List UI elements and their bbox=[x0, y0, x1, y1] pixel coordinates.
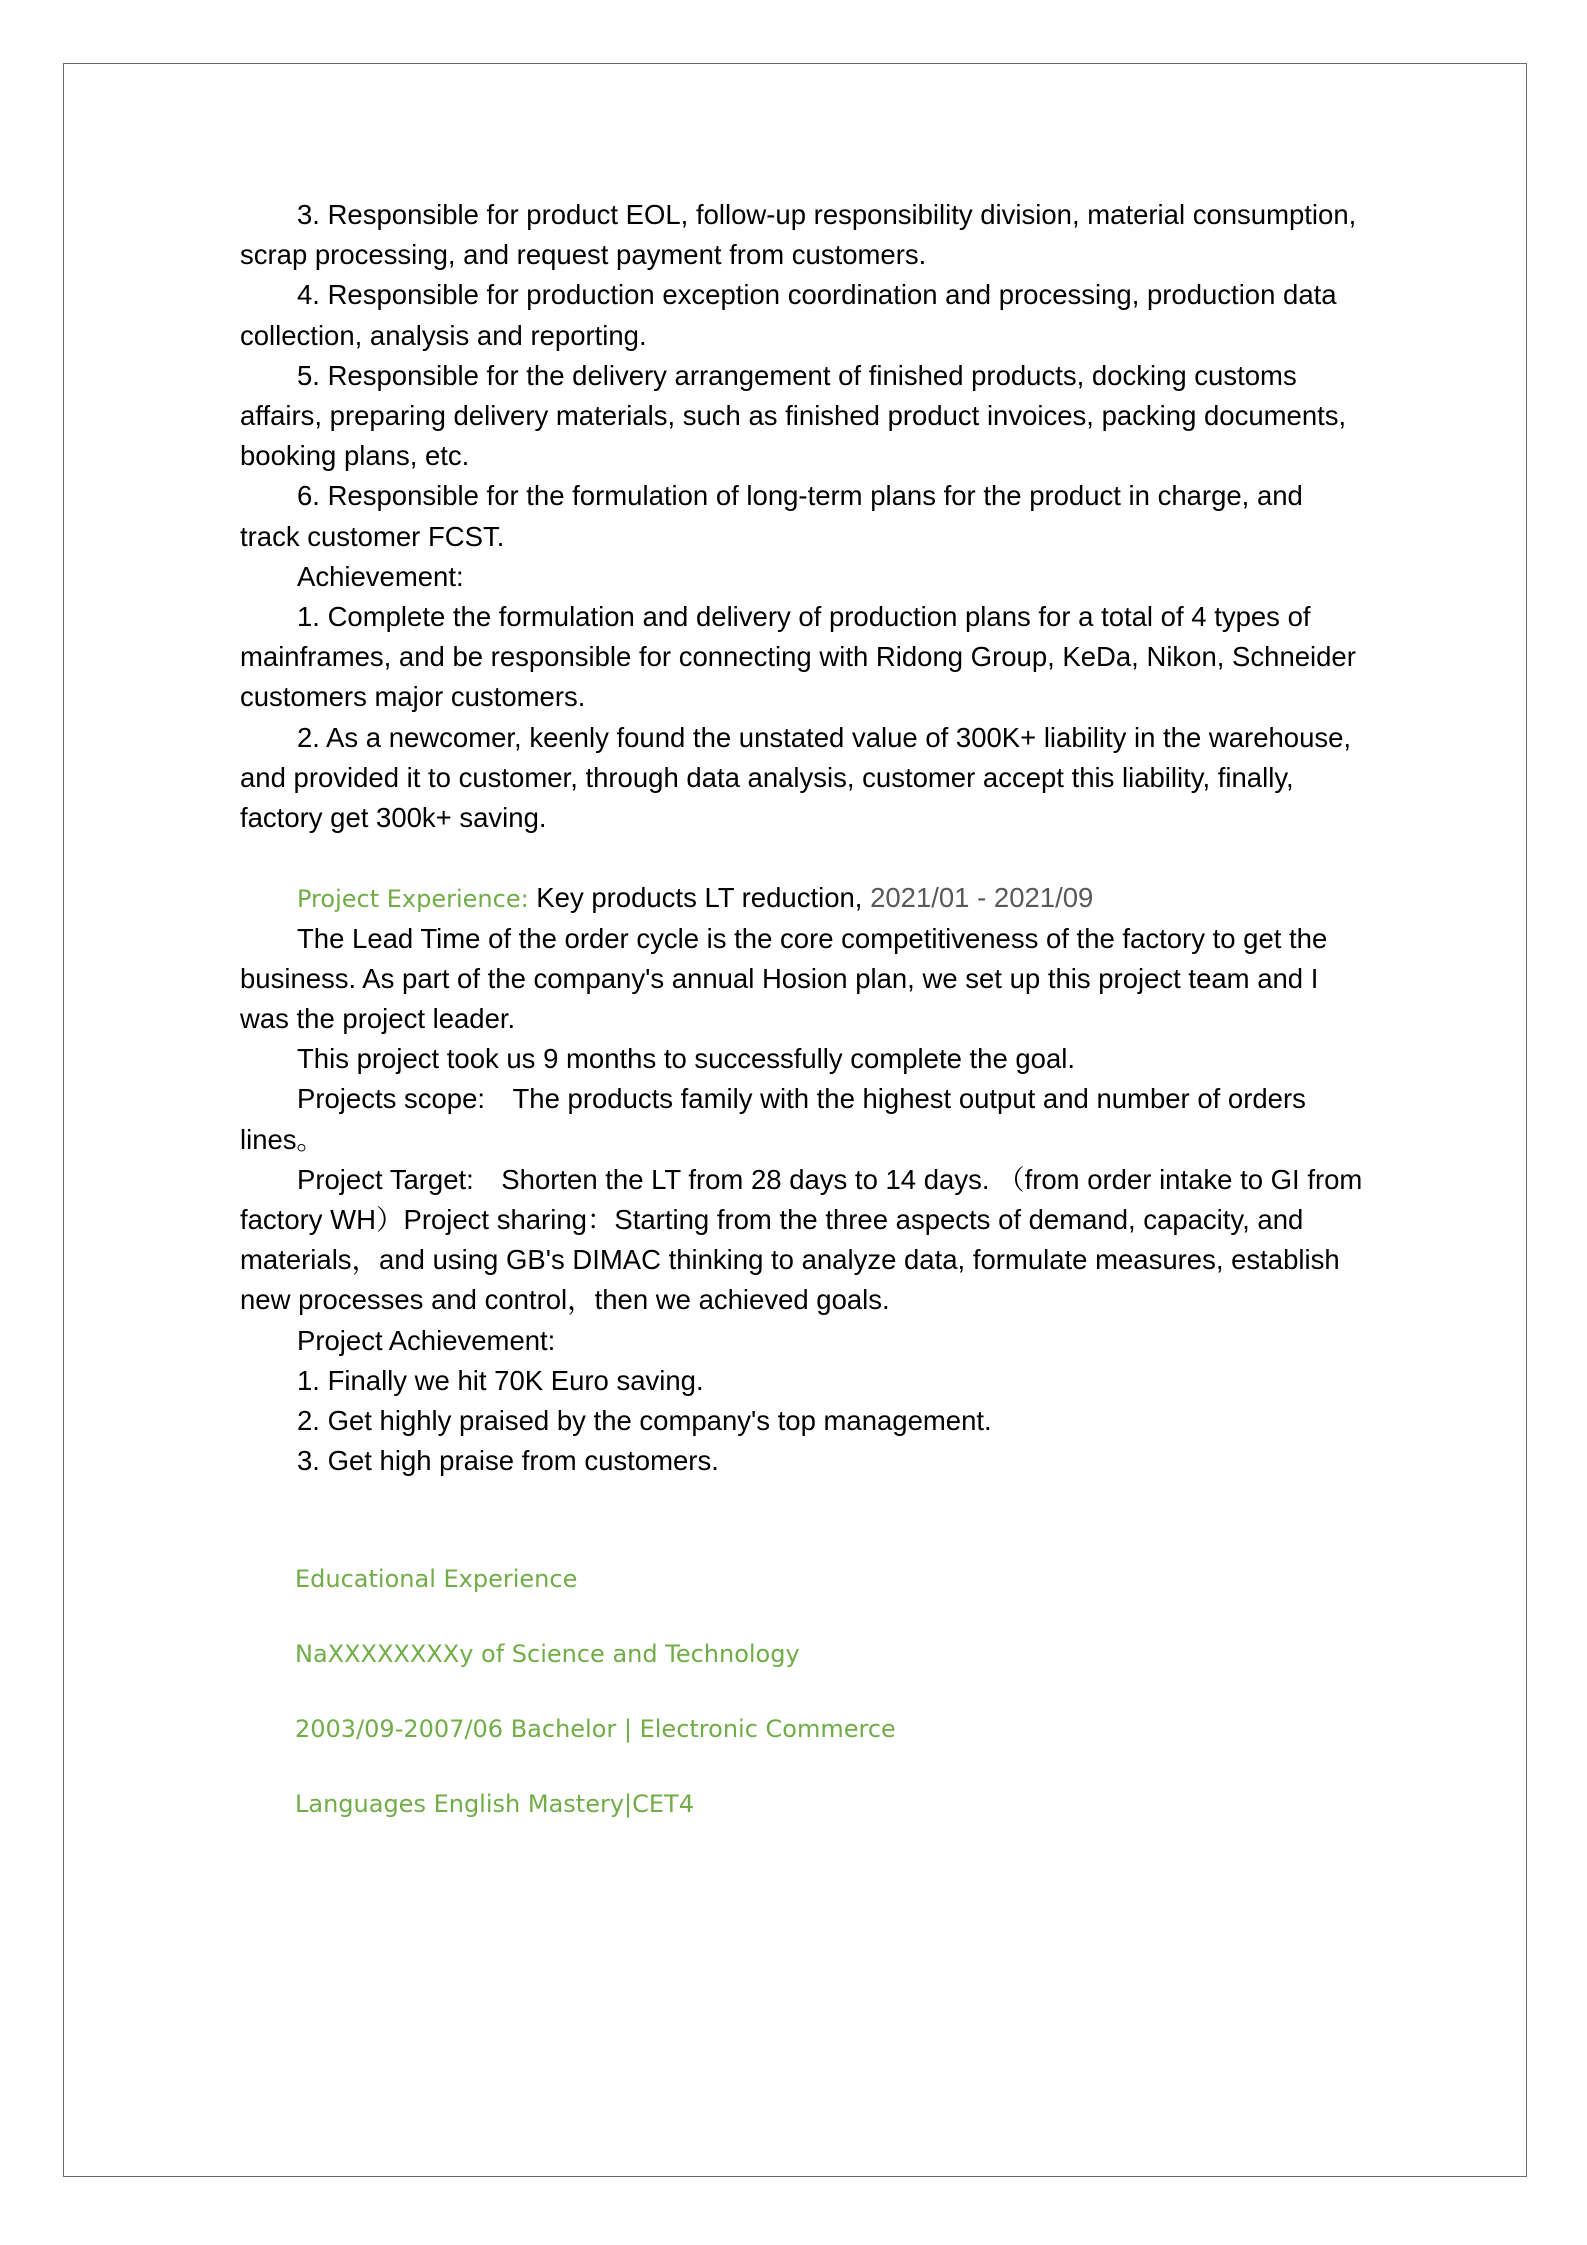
achievement-heading: Achievement: bbox=[297, 560, 464, 592]
document-body bbox=[240, 195, 1370, 1481]
education-heading: Educational Experience bbox=[295, 1565, 578, 1593]
responsibility-item: 5. Responsible for the delivery arrangement of finished products, docking customs affairs, preparing delivery materials, such as finished product invoices, packing documents, booking plans, etc. bbox=[240, 359, 1347, 472]
responsibility-item: 3. Responsible for product EOL, follow-up responsibility division, material consumption, scrap processing, and request payment from customers. bbox=[240, 199, 1357, 271]
project-heading bbox=[240, 878, 1370, 918]
spacer bbox=[240, 838, 1370, 878]
project-duration: This project took us 9 months to successfully complete the goal. bbox=[297, 1043, 1076, 1075]
responsibility-item: 6. Responsible for the formulation of long-term plans for the product in charge, and track customer FCST. bbox=[240, 480, 1303, 552]
project-achievement-item: 2. Get highly praised by the company's top management. bbox=[297, 1405, 992, 1437]
project-target: Project Target: Shorten the LT from 28 days to 14 days. （from order intake to GI from factory WH）Project sharing：Starting from the three aspects of demand, capacity, and materials，and using GB's DIMAC thinking to analyze data, formulate measures, establish new processes and control，then we achieved goals. bbox=[240, 1163, 1363, 1316]
project-intro: The Lead Time of the order cycle is the core competitiveness of the factory to get the business. As part of the company's annual Hosion plan, we set up this project team and I was the project leader. bbox=[240, 922, 1328, 1035]
project-achievement-item: 3. Get high praise from customers. bbox=[297, 1445, 719, 1477]
project-scope: Projects scope: The products family with the highest output and number of orders lines。 bbox=[240, 1083, 1306, 1155]
education-school: NaXXXXXXXXy of Science and Technology bbox=[295, 1640, 800, 1668]
project-achievement-heading: Project Achievement: bbox=[297, 1324, 556, 1356]
achievement-item: 1. Complete the formulation and delivery of production plans for a total of 4 types of mainframes, and be responsible for connecting with Ridong Group, KeDa, Nikon, Schneider customers major customers. bbox=[240, 601, 1356, 713]
project-title: Key products LT reduction, bbox=[528, 882, 871, 914]
education-languages: Languages English Mastery|CET4 bbox=[295, 1790, 694, 1818]
project-dates: 2021/01 - 2021/09 bbox=[870, 882, 1094, 914]
responsibility-item: 4. Responsible for production exception coordination and processing, production data collection, analysis and reporting. bbox=[240, 279, 1337, 351]
achievement-item: 2. As a newcomer, keenly found the unstated value of 300K+ liability in the warehouse, and provided it to customer, through data analysis, customer accept this liability, finally, factory get 300k+ saving. bbox=[240, 721, 1352, 834]
project-achievement-item: 1. Finally we hit 70K Euro saving. bbox=[297, 1364, 704, 1396]
education-degree: 2003/09-2007/06 Bachelor | Electronic Commerce bbox=[295, 1715, 896, 1743]
project-label: Project Experience: bbox=[297, 885, 529, 914]
